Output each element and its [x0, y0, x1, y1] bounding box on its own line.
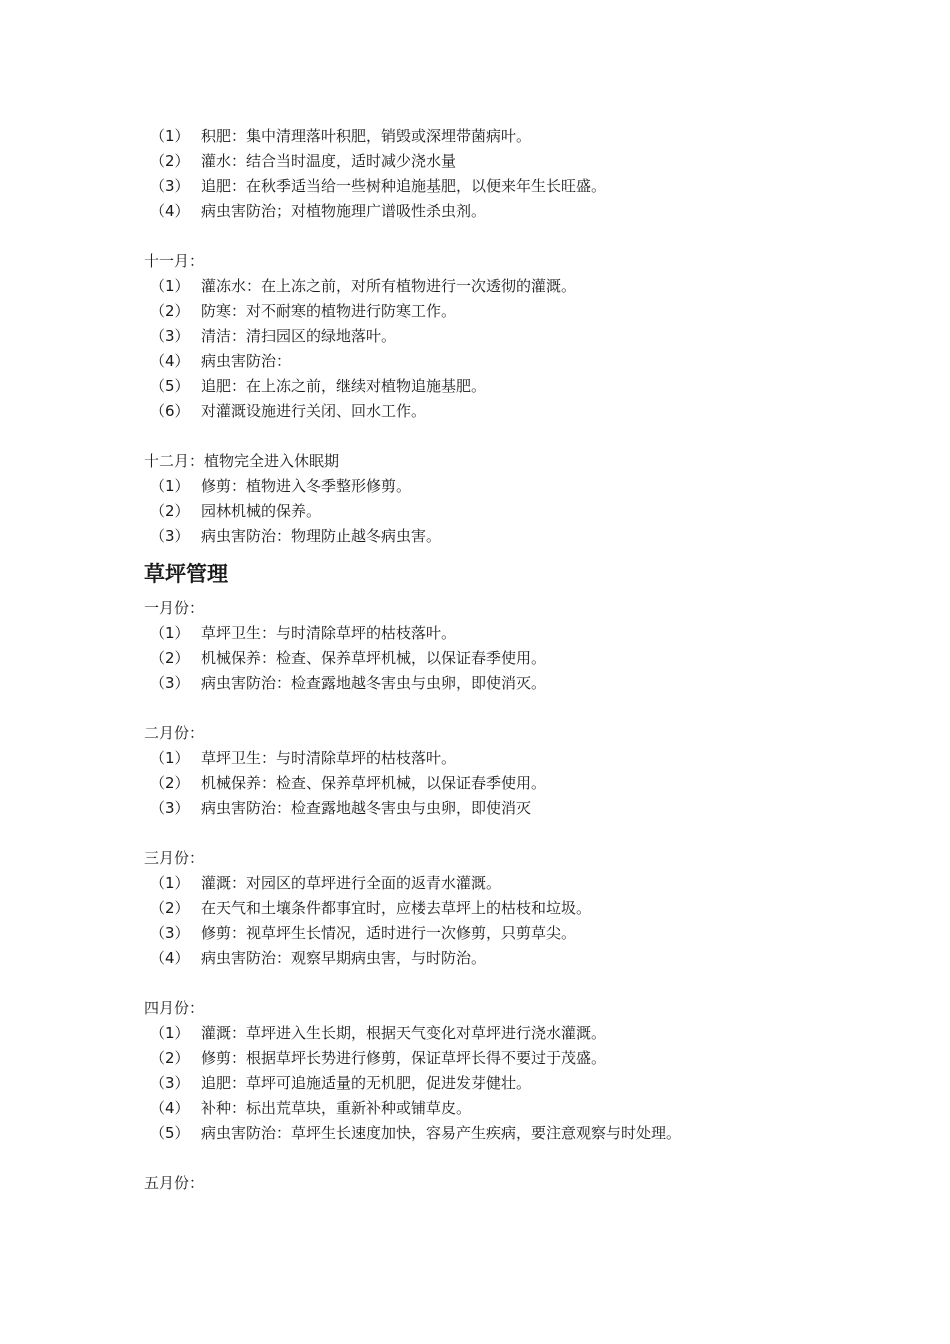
list-item — [144, 1071, 844, 1096]
list-item — [144, 1096, 844, 1121]
item-text: 机械保养：检查、保养草坪机械，以保证春季使用。 — [201, 649, 547, 667]
list-item — [144, 199, 844, 224]
list-item — [144, 896, 844, 921]
item-number: （3） — [150, 1074, 190, 1092]
item-text: 追肥：草坪可追施适量的无机肥，促进发芽健壮。 — [201, 1074, 532, 1092]
item-number: （2） — [150, 302, 190, 320]
item-text: 修剪：视草坪生长情况，适时进行一次修剪，只剪草尖。 — [201, 924, 577, 942]
list-item — [144, 474, 844, 499]
item-number: （6） — [150, 402, 190, 420]
item-text: 灌冻水：在上冻之前，对所有植物进行一次透彻的灌溉。 — [201, 277, 577, 295]
item-text: 追肥：在秋季适当给一些树种追施基肥，以便来年生长旺盛。 — [201, 177, 607, 195]
item-number: （3） — [150, 527, 190, 545]
item-number: （5） — [150, 1124, 190, 1142]
item-text: 修剪：根据草坪长势进行修剪，保证草坪长得不要过于茂盛。 — [201, 1049, 607, 1067]
item-text: 机械保养：检查、保养草坪机械，以保证春季使用。 — [201, 774, 547, 792]
item-text: 灌溉：对园区的草坪进行全面的返青水灌溉。 — [201, 874, 502, 892]
item-number: （2） — [150, 152, 190, 170]
list-item — [144, 374, 844, 399]
list-item — [144, 871, 844, 896]
item-number: （1） — [150, 1024, 190, 1042]
month-heading: 一月份： — [144, 599, 205, 617]
list-item — [144, 921, 844, 946]
item-text: 病虫害防治：检查露地越冬害虫与虫卵，即使消灭。 — [201, 674, 547, 692]
item-text: 对灌溉设施进行关闭、回水工作。 — [201, 402, 427, 420]
item-number: （2） — [150, 899, 190, 917]
item-text: 清洁：清扫园区的绿地落叶。 — [201, 327, 397, 345]
item-text: 在天气和土壤条件都事宜时，应楼去草坪上的枯枝和垃圾。 — [201, 899, 592, 917]
list-item — [144, 796, 844, 821]
december-care-block — [144, 449, 844, 549]
item-number: （4） — [150, 202, 190, 220]
item-text: 病虫害防治：检查露地越冬害虫与虫卵，即使消灭 — [201, 799, 532, 817]
document-page — [144, 124, 844, 1196]
item-number: （4） — [150, 949, 190, 967]
list-item — [144, 124, 844, 149]
list-item — [144, 646, 844, 671]
list-item — [144, 1021, 844, 1046]
item-number: （3） — [150, 177, 190, 195]
item-number: （2） — [150, 649, 190, 667]
month-heading: 三月份： — [144, 849, 205, 867]
item-text: 修剪：植物进入冬季整形修剪。 — [201, 477, 412, 495]
item-text: 病虫害防治；对植物施理广谱吸性杀虫剂。 — [201, 202, 487, 220]
item-number: （1） — [150, 874, 190, 892]
list-item — [144, 771, 844, 796]
lawn-january-block — [144, 596, 844, 696]
item-number: （1） — [150, 127, 190, 145]
month-heading: 四月份： — [144, 999, 205, 1017]
list-item — [144, 1046, 844, 1071]
item-text: 防寒：对不耐寒的植物进行防寒工作。 — [201, 302, 457, 320]
item-number: （1） — [150, 277, 190, 295]
list-item — [144, 149, 844, 174]
item-number: （3） — [150, 674, 190, 692]
section-title: 草坪管理 — [144, 562, 228, 586]
item-text: 追肥：在上冻之前，继续对植物追施基肥。 — [201, 377, 487, 395]
item-text: 病虫害防治： — [201, 352, 292, 370]
item-text: 园林机械的保养。 — [201, 502, 322, 520]
spacer — [144, 424, 844, 449]
item-text: 灌溉：草坪进入生长期，根据天气变化对草坪进行浇水灌溉。 — [201, 1024, 607, 1042]
november-care-block — [144, 249, 844, 424]
spacer — [144, 971, 844, 996]
item-number: （3） — [150, 327, 190, 345]
item-number: （1） — [150, 749, 190, 767]
item-number: （1） — [150, 477, 190, 495]
item-number: （4） — [150, 1099, 190, 1117]
month-heading: 十二月：植物完全进入休眠期 — [144, 452, 340, 470]
spacer — [144, 696, 844, 721]
item-text: 草坪卫生：与时清除草坪的枯枝落叶。 — [201, 624, 457, 642]
item-text: 病虫害防治：物理防止越冬病虫害。 — [201, 527, 442, 545]
list-item — [144, 299, 844, 324]
spacer — [144, 821, 844, 846]
list-item — [144, 746, 844, 771]
list-item — [144, 349, 844, 374]
lawn-february-block — [144, 721, 844, 821]
spacer — [144, 1146, 844, 1171]
list-item — [144, 399, 844, 424]
list-item — [144, 499, 844, 524]
lawn-april-block — [144, 996, 844, 1146]
item-number: （2） — [150, 1049, 190, 1067]
list-item — [144, 174, 844, 199]
item-number: （1） — [150, 624, 190, 642]
list-item — [144, 621, 844, 646]
month-heading: 二月份： — [144, 724, 205, 742]
item-text: 病虫害防治：草坪生长速度加快，容易产生疾病，要注意观察与时处理。 — [201, 1124, 682, 1142]
month-heading: 五月份： — [144, 1174, 205, 1192]
october-care-list — [144, 124, 844, 224]
item-number: （5） — [150, 377, 190, 395]
item-text: 补种：标出荒草块，重新补种或铺草皮。 — [201, 1099, 472, 1117]
item-number: （4） — [150, 352, 190, 370]
item-number: （3） — [150, 924, 190, 942]
list-item — [144, 524, 844, 549]
list-item — [144, 671, 844, 696]
item-text: 积肥：集中清理落叶积肥，销毁或深埋带菌病叶。 — [201, 127, 532, 145]
item-text: 病虫害防治：观察早期病虫害，与时防治。 — [201, 949, 487, 967]
list-item — [144, 274, 844, 299]
spacer — [144, 224, 844, 249]
lawn-march-block — [144, 846, 844, 971]
item-number: （2） — [150, 502, 190, 520]
list-item — [144, 324, 844, 349]
list-item — [144, 1121, 844, 1146]
item-text: 灌水：结合当时温度，适时减少浇水量 — [201, 152, 457, 170]
item-number: （2） — [150, 774, 190, 792]
item-text: 草坪卫生：与时清除草坪的枯枝落叶。 — [201, 749, 457, 767]
lawn-may-block — [144, 1171, 844, 1196]
list-item — [144, 946, 844, 971]
month-heading: 十一月： — [144, 252, 205, 270]
item-number: （3） — [150, 799, 190, 817]
